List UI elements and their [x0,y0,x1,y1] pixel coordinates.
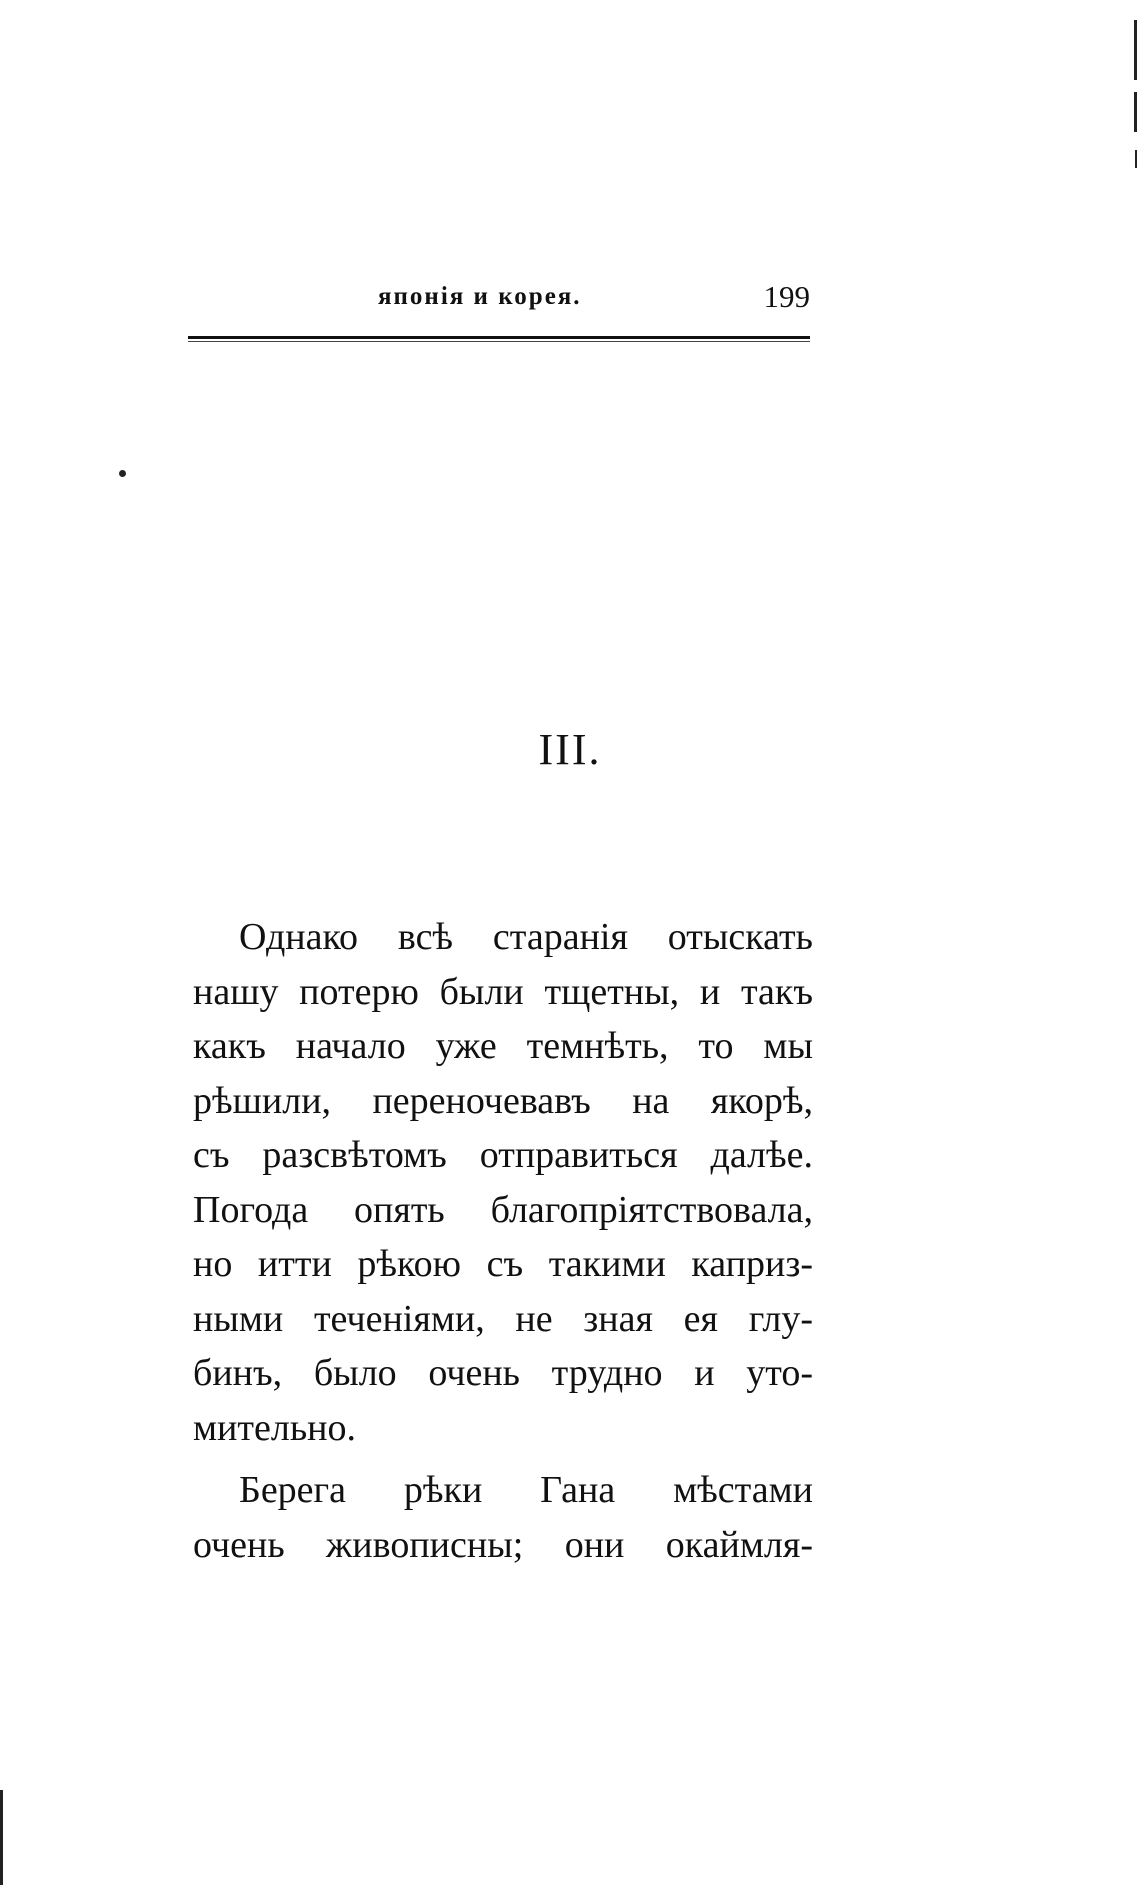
header-rule-thin [188,341,810,342]
scan-edge-mark [1134,92,1137,132]
body-text [193,910,813,1572]
text-line: какъ начало уже темнѣть, то мы [193,1025,813,1067]
page-number: 199 [763,279,810,314]
text-line: очень живописны; они окаймля- [193,1523,813,1566]
scan-edge-mark [119,470,126,477]
paragraph-gap [193,1455,813,1463]
text-line: бинъ, было очень трудно и уто- [193,1352,813,1394]
text-line: Однако всѣ старанія отыскать [239,916,813,958]
text-line: Погода опять благопріятствовала, [193,1188,813,1231]
scan-edge-mark [0,1790,3,1885]
paragraph-1 [193,910,813,1455]
text-line: рѣшили, переночевавъ на якорѣ, [193,1079,813,1122]
text-line: но итти рѣкою съ такими каприз- [193,1243,813,1285]
running-title: японія и корея. [378,283,582,310]
scan-edge-mark [1135,150,1137,168]
header-rule-thick [188,336,810,339]
page-header [188,277,810,317]
text-line: ными теченіями, не зная ея глу- [193,1297,813,1340]
scan-edge-mark [1134,20,1137,80]
chapter-heading: III. [538,725,602,774]
text-line: мительно. [193,1406,356,1449]
paragraph-2 [193,1463,813,1572]
text-line: Берега рѣки Гана мѣстами [239,1469,813,1511]
text-line: съ разсвѣтомъ отправиться далѣе. [193,1134,813,1176]
text-line: нашу потерю были тщетны, и такъ [193,970,813,1013]
